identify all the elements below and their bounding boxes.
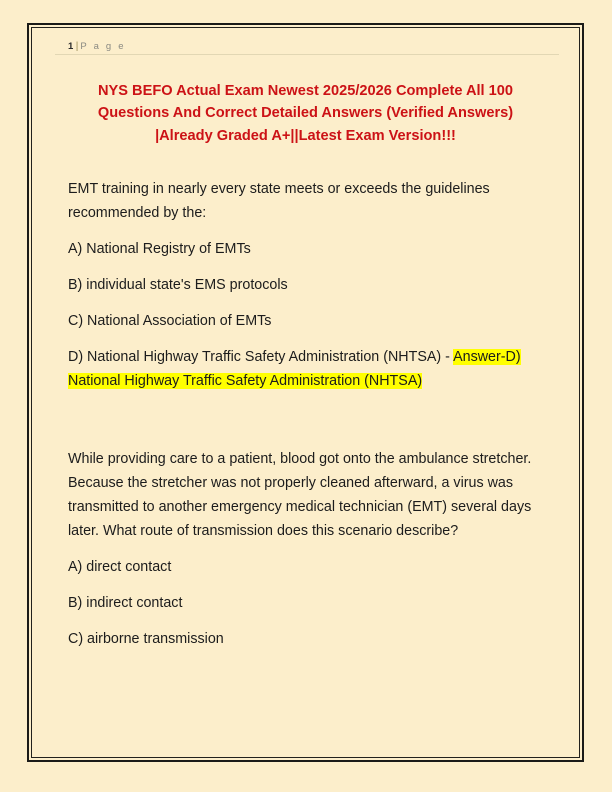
paragraph-spacer <box>68 393 543 417</box>
question-2-option-c: C) airborne transmission <box>68 630 224 647</box>
header-page-number: 1 <box>68 41 74 52</box>
question-1-option-c: C) National Association of EMTs <box>68 312 272 329</box>
header-page-label: P a g e <box>80 41 126 52</box>
header-divider-rule <box>55 54 559 55</box>
question-2 <box>68 447 543 651</box>
question-1-highlighted-answer: Answer-D) National Highway Traffic Safety Administration (NHTSA) <box>68 348 521 389</box>
question-1-option-a: A) National Registry of EMTs <box>68 240 251 257</box>
question-2-stem: While providing care to a patient, blood got onto the ambulance stretcher. Because the stretcher was not properly cleaned afterward, a virus was transmitted to another emergency medical technician (EMT) several days later. What route of transmission does this scenario describe? <box>68 450 532 539</box>
page-content <box>40 30 571 753</box>
question-1-option-d-with-answer <box>68 345 543 393</box>
header-separator: | <box>75 41 79 52</box>
question-1 <box>68 177 543 393</box>
question-1-option-b: B) individual state's EMS protocols <box>68 276 288 293</box>
question-1-stem: EMT training in nearly every state meets or exceeds the guidelines recommended by the: <box>68 180 490 221</box>
document-title: NYS BEFO Actual Exam Newest 2025/2026 Complete All 100 Questions And Correct Detailed Answers (Verified Answers) |Already Graded A+||Latest Exam Version!!! <box>97 83 514 144</box>
question-1-option-d-text: D) National Highway Traffic Safety Administration (NHTSA) - <box>68 348 454 365</box>
running-header <box>68 34 543 58</box>
question-2-option-b: B) indirect contact <box>68 594 183 611</box>
question-2-option-a: A) direct contact <box>68 558 172 575</box>
